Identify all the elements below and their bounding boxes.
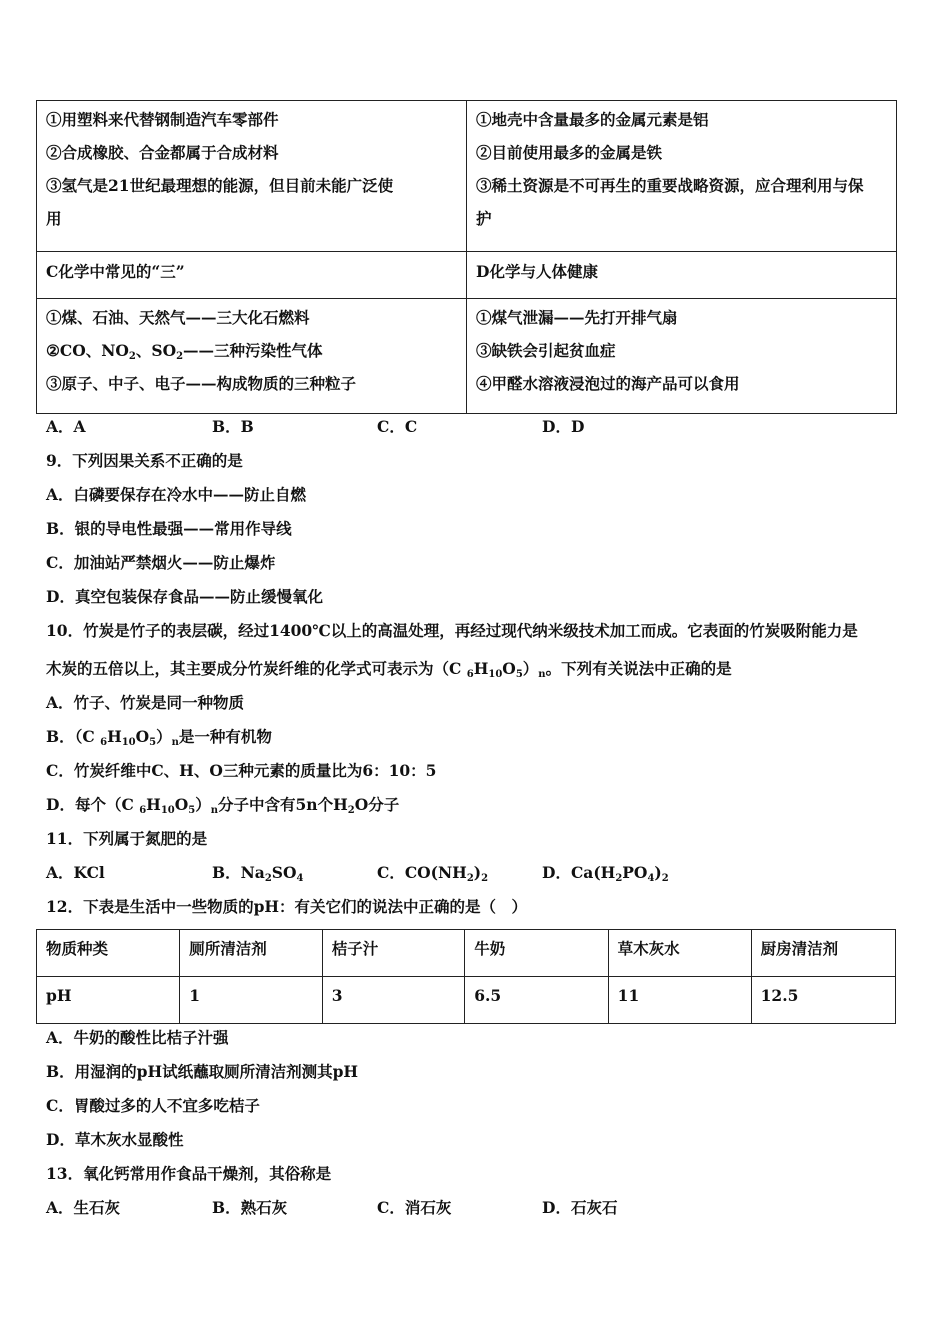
- option-d[interactable]: D．D: [542, 417, 585, 436]
- text-line: ③氢气是21世纪最理想的能源，但目前未能广泛使: [46, 176, 394, 195]
- option-c[interactable]: C．消石灰: [377, 1198, 452, 1217]
- text-line: ②目前使用最多的金属是铁: [476, 143, 663, 162]
- option-c[interactable]: C．$CO(NH_2)_2$: [377, 863, 489, 884]
- text-line: ①煤气泄漏——先打开排气扇: [476, 308, 678, 327]
- option-b[interactable]: B．B: [212, 417, 254, 436]
- ph-header-cell: 物质种类: [37, 930, 180, 977]
- q9-option-d[interactable]: D．真空包装保存食品——防止缓慢氧化: [46, 587, 323, 606]
- q12-option-a[interactable]: A．牛奶的酸性比桔子汁强: [46, 1028, 229, 1047]
- text-line: ②合成橡胶、合金都属于合成材料: [46, 143, 279, 162]
- q10-option-a[interactable]: A．竹子、竹炭是同一种物质: [46, 693, 245, 712]
- q10-stem-line1: 10．竹炭是竹子的表层碳，经过1400℃以上的高温处理，再经过现代纳米级技术加工而成。它表面的竹炭吸附能力是: [46, 621, 858, 640]
- ph-value-cell: 1: [180, 977, 322, 1024]
- option-a[interactable]: A．A: [46, 417, 86, 436]
- q12-option-d[interactable]: D．草木灰水显酸性: [46, 1130, 184, 1149]
- text-line: ①用塑料来代替钢制造汽车零部件: [46, 110, 279, 129]
- ph-table: [36, 929, 896, 1024]
- ph-value-cell: pH: [37, 977, 180, 1024]
- q12-stem: 12．下表是生活中一些物质的pH：有关它们的说法中正确的是（ ）: [46, 897, 528, 916]
- q11-stem: 11．下列属于氮肥的是: [46, 829, 208, 848]
- text-line: 护: [476, 209, 492, 228]
- q9-option-a[interactable]: A．白磷要保存在冷水中——防止自燃: [46, 485, 307, 504]
- cell-c-header: C化学中常见的“三”: [37, 252, 467, 299]
- q13-stem: 13．氧化钙常用作食品干燥剂，其俗称是: [46, 1164, 332, 1183]
- knowledge-table: [36, 100, 897, 414]
- q12-option-c[interactable]: C．胃酸过多的人不宜多吃桔子: [46, 1096, 260, 1115]
- cell-a-content: [37, 101, 467, 252]
- q9-option-c[interactable]: C．加油站严禁烟火——防止爆炸: [46, 553, 276, 572]
- ph-header-cell: 草木灰水: [608, 930, 751, 977]
- option-b[interactable]: B．熟石灰: [212, 1198, 288, 1217]
- option-d[interactable]: D．$Ca(H_2PO_4)_2$: [542, 863, 669, 884]
- ph-header-cell: 牛奶: [465, 930, 608, 977]
- ph-value-cell: 12.5: [751, 977, 895, 1024]
- text-line: ③原子、中子、电子——构成物质的三种粒子: [46, 374, 357, 393]
- ph-value-cell: 6.5: [465, 977, 608, 1024]
- cell-d-header: D化学与人体健康: [467, 252, 897, 299]
- text-line: ③缺铁会引起贫血症: [476, 341, 616, 360]
- text-line: ③稀土资源是不可再生的重要战略资源，应合理利用与保: [476, 176, 864, 195]
- cell-b-content: [467, 101, 897, 252]
- q9-stem: 9．下列因果关系不正确的是: [46, 451, 243, 470]
- q12-option-b[interactable]: B．用湿润的pH试纸蘸取厕所清洁剂测其pH: [46, 1062, 359, 1081]
- text-line: 用: [46, 209, 62, 228]
- cell-d-content: [467, 299, 897, 414]
- option-a[interactable]: A．生石灰: [46, 1198, 121, 1217]
- option-d[interactable]: D．石灰石: [542, 1198, 618, 1217]
- ph-header-cell: 桔子汁: [322, 930, 464, 977]
- option-c[interactable]: C．C: [377, 417, 418, 436]
- ph-header-cell: 厨房清洁剂: [751, 930, 895, 977]
- option-b[interactable]: B．$Na_2SO_4$: [212, 863, 304, 884]
- q10-option-d[interactable]: D．每个（C $_6H_{10}O_5)_n$分子中含有5n个$H_2O$分子: [46, 795, 400, 816]
- q10-stem-line2: 木炭的五倍以上，其主要成分竹炭纤维的化学式可表示为（C $_6H_{10}O_5)_n$。下列有关说法中正确的是: [46, 659, 732, 680]
- ph-value-cell: 11: [608, 977, 751, 1024]
- option-a[interactable]: A．KCl: [46, 863, 105, 882]
- text-line: ②CO、$NO_2$、$SO_2——$三种污染性气体: [46, 341, 323, 362]
- text-line: ①地壳中含量最多的金属元素是铝: [476, 110, 709, 129]
- q10-option-c[interactable]: C．竹炭纤维中C、H、O三种元素的质量比为6：10：5: [46, 761, 437, 780]
- ph-header-cell: 厕所清洁剂: [180, 930, 322, 977]
- q10-option-b[interactable]: B．（C $_6H_{10}O_5)_n$是一种有机物: [46, 727, 272, 748]
- text-line: ①煤、石油、天然气——三大化石燃料: [46, 308, 310, 327]
- text-line: ④甲醛水溶液浸泡过的海产品可以食用: [476, 374, 740, 393]
- q9-option-b[interactable]: B．银的导电性最强——常用作导线: [46, 519, 292, 538]
- ph-value-cell: 3: [322, 977, 464, 1024]
- cell-c-content: [37, 299, 467, 414]
